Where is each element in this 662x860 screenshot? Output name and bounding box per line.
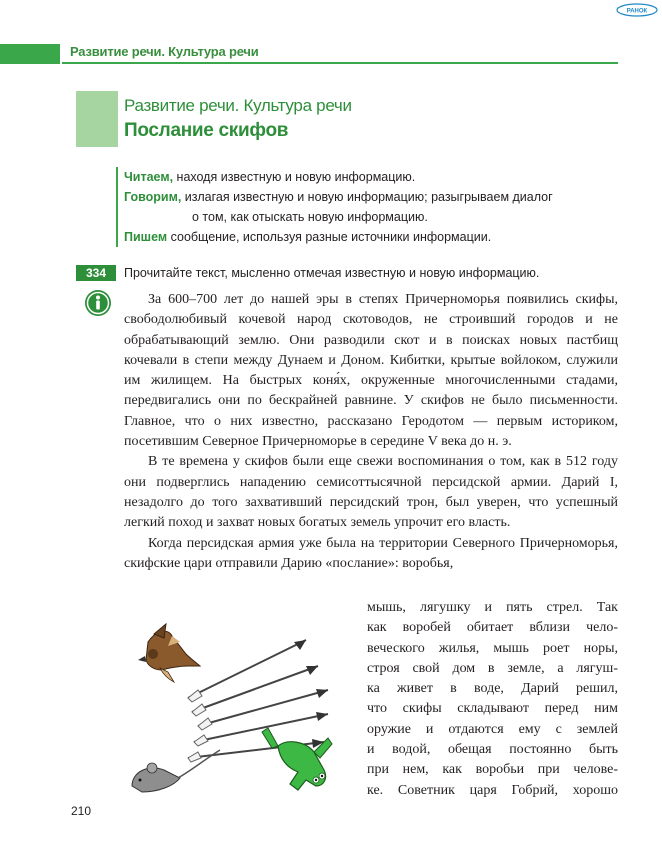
task-instruction: Прочитайте текст, мысленно отмечая известную и новую информацию. <box>124 266 540 280</box>
page-number: 210 <box>71 804 92 818</box>
section-title-block <box>76 91 118 147</box>
text-line: при нем, как воробьи при челове- <box>367 762 618 778</box>
paragraph: За 600–700 лет до нашей эры в степях Причерноморья появились скифы, свободолюбивый кочевой народ скотоводов, не строивший городов и не обрабатывающий землю. Они разводили скот и в поисках новых пастбищ кочевали в степи между Дунаем и Доном. Кибитки, крытые войлоком, служили им жилищем. На быстрых коня́х, окруженные многочисленными стадами, передвигались они по бескрайней равнине. У скифов не было письменности. Главное, что о них известно, рассказано Геродотом — первым историком, посетившим Северное Причерноморье в середине V века до н. э. <box>124 292 618 450</box>
paragraph: В те времена у скифов были еще свежи воспоминания о том, как в 512 году они подверглись нападению семисоттысячной персидской армии. Дарий I, незадолго до того захвативший персидский трон, был уверен, что успешный легкий поход и захват новых богатых земель упрочит его власть. <box>124 454 618 531</box>
sparrow-icon <box>138 624 200 682</box>
publisher-logo <box>616 3 658 17</box>
goal-text: сообщение, используя разные источники информации. <box>167 230 492 244</box>
text-line: мышь, лягушку и пять стрел. Так <box>367 600 618 615</box>
logo-text: РАНОК <box>626 8 648 15</box>
text-line: оружие и отдаются ему с землей <box>367 721 618 737</box>
info-icon <box>84 289 112 317</box>
goal-item <box>124 187 626 207</box>
text-line: что скифы складывают перед ним <box>367 701 618 717</box>
task-number: 334 <box>76 265 116 281</box>
lesson-goals <box>116 167 626 247</box>
wrapped-text <box>367 598 618 801</box>
goal-keyword: Пишем <box>124 230 168 244</box>
running-header: Развитие речи. Культура речи <box>70 44 259 59</box>
frog-icon <box>262 728 332 790</box>
header-accent <box>0 44 60 64</box>
goal-keyword: Читаем, <box>124 170 174 184</box>
fletching-icon <box>188 690 212 762</box>
goal-item-continuation: о том, как отыскать новую информацию. <box>192 210 428 224</box>
goal-text: излагая известную и новую информацию; разыгрываем диалог <box>181 190 553 204</box>
arrows-icon <box>188 640 328 758</box>
text-line: строя свой дом в земле, а лягуш- <box>367 660 618 676</box>
text-line: ка живет в воде, Дарий решил, <box>367 681 618 697</box>
text-line: как воробей обитает вблизи чело- <box>367 620 618 636</box>
text-line: веческого жилья, мышь роет норы, <box>367 640 618 656</box>
goal-text: находя известную и новую информацию. <box>173 170 416 184</box>
paragraph: Когда персидская армия уже была на территории Северного Причерноморья, скифские цари отправили Дарию «послание»: воробья, <box>124 535 618 571</box>
main-text <box>124 290 618 574</box>
goal-item <box>124 227 626 247</box>
section-title: Послание скифов <box>124 120 289 141</box>
goal-item <box>124 167 626 187</box>
goal-keyword: Говорим, <box>124 190 182 204</box>
section-subtitle: Развитие речи. Культура речи <box>124 96 352 115</box>
text-line: ке. Советник царя Гобрий, хорошо <box>367 782 618 798</box>
scythian-message-illustration <box>128 620 358 800</box>
text-line: и водой, обещая постоянно быть <box>367 742 618 758</box>
